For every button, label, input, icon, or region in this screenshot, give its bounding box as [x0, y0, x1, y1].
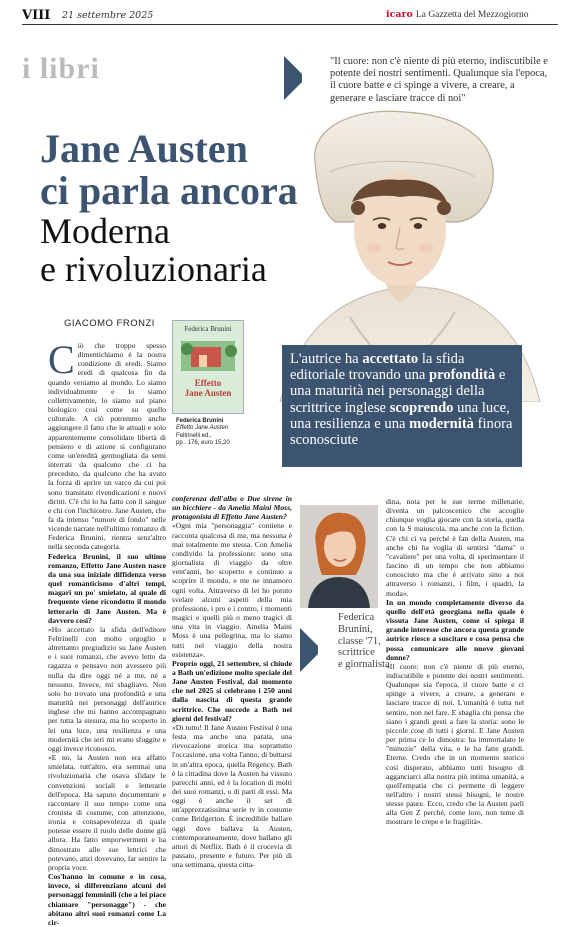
- pullquote-text: [290, 351, 520, 448]
- top-quote: "Il cuore: non c'è niente di più eterno, indiscutibile e potente dei nostri sentimenti. Qualunque sia l'epoca, il cuore batte e ci spinge a vivere, a creare, a generare e lasciare tracce di noi": [330, 56, 548, 104]
- byline: GIACOMO FRONZI: [64, 318, 155, 329]
- pullquote-highlight: modernità: [409, 415, 474, 432]
- answer-paragraph: «E no, la Austen non era affatto smielata, tutt'altro, era semmai una rivoluzionaria che osava sfidare le convenzioni sociali e letterarie dell'epoca. Ha saputo documentare e raccontare il suo tempo come una cronista di costume, con attenzione, ironia e consapevolezza di quale potesse essere il ruolo delle donne già allora. Ha fatto emporwerment e ha dimostrato alle sue lettrici che potevano, anzi dovevano, far sentire la propria voce.: [48, 753, 166, 872]
- drop-cap: C: [48, 337, 75, 382]
- photo-caption-role-1: scrittrice: [338, 647, 375, 659]
- subheadline-line-1: Moderna: [40, 211, 170, 251]
- answer-paragraph: «Di tutto! Il Jane Austen Festival è una festa ma anche una parata, una rievocazione storica ma soprattutto l'occasione, una volta l'anno, di buttarsi in un'altra epoca, quella Regency. Bath è la cittadina dove la Austen ha vissuto parecchi anni, ed è la location di molti dei suoi romanzi, o di parti di essi. Ma oggi è anche il set di un'apprezzatissima serie tv in costume come Bridgerton. È incredibile ballare oggi dove ballava la Austen, contemporaneamente, dove ballano gli attori di Netflix. Bath è il crocevia di passato, presente e futuro. Per più di una settimana, questa citta-: [172, 722, 292, 870]
- question-4: In un mondo completamente diverso da quello dell'età georgiana nella quale è vissuta Jane Austen, come si spiega il grande interesse che ancora questa grande autrice riesce a suscitare e cosa pensa che possa comunicare alle nuove giovani donne?: [386, 597, 524, 662]
- article-column-3: [386, 497, 524, 827]
- answer-paragraph: «Il cuore: non c'è niente di più eterno, indiscutibile e potente dei nostri sentimenti. Qualunque sia l'epoca, il cuore batte e ci spinge a vivere, a creare, a generare e lasciare tracce di noi. L'umanità è tutta nel sentire, non nel fare. E sbaglia chi pensa che siano i grandi gesti a fare la storia: sono le piccole cose di tutti i giorni. E Jane Austen per prima ce lo dimostra: ha immortalato le "minuzie" della vita, e le ha fatte grandi. Eterne. Credo che in un momento storico così disperato, abbiamo tutti bisogno di agganciarci alla nostra più intima umanità, a quell'empatia che ci permette di leggere nell'altro i nostri stessi bisogni, le nostre stesse paure. Ecco, credo che la Austen parli alla Gen Z perché, come loro, non teme di mostrare le crepe e le fragilità».: [386, 661, 524, 827]
- photo-caption-name: Federica: [338, 612, 375, 623]
- brand-name: icaro: [386, 9, 413, 20]
- newspaper-name: La Gazzetta del Mezzogiorno: [415, 10, 529, 20]
- answer-paragraph: «Ogni mia "personaggia" contiene e racconta qualcosa di me, ma nessuna è mai totalmente me stessa. Con Amelia condivido la professione: sono una giornalista di viaggio da oltre vent'anni, ho scoperto e continuo a scoprire il mondo, e me ne innamoro ogni volta. Attraverso di lei ho potuto svelare alcuni aspetti della mia professione, i pro e i contro, i momenti magici e quelli più o meno tragici di una vita in viaggio. Amelia Maini Moss è una pellegrina, ma lo siamo tutti nel viaggio della nostra esistenza».: [172, 521, 292, 659]
- header-rule: [22, 24, 558, 25]
- photo-caption-surname: Brunini,: [338, 623, 373, 635]
- book-cover-title-line-1: Effetto: [194, 378, 222, 388]
- section-title: i libri: [22, 52, 100, 85]
- pullquote-part: finora sconosciute: [290, 415, 513, 449]
- author-photo: [300, 505, 378, 608]
- book-caption-title: Effetto Jane Austen: [176, 425, 229, 432]
- book-caption-details: pp . 176, euro 15,20: [176, 440, 230, 447]
- book-caption-author: Federica Brunini: [176, 418, 224, 424]
- chevron-right-icon: [302, 66, 314, 90]
- book-caption-publisher: Feltrinelli ed.,: [176, 432, 212, 439]
- pullquote-highlight: accettato: [362, 351, 419, 367]
- book-cover: [172, 320, 244, 414]
- intro-paragraph: iò che troppo spesso dimentichiamo è la nostra condizione di eredi. Siamo eredi di qualcosa fin da quando veniamo al mondo. Lo siamo individualmente e lo siamo collettivamente, lo siamo sul piano biologico così come su quello culturale. A ciò potremmo anche aggiungere il fatto che le attuali e solo apparentemente consolidate libertà di pensiero e di azione si configurano come un'eredità germogliata da semi interrati da qualcuno che ci ha preceduto, da qualcuno che ha avuto la forza di aprire un varco da cui poi sono transitate rivendicazioni e nuovi diritti. C'è chi lo ha fatto con il sangue e chi con l'inchiostro. Jane Austen, che fa da intenso "rumore di fondo" nelle vicende narrate nell'ultimo romanzo di Federica Brunini, rientra senz'altro nella seconda categoria.: [48, 341, 166, 552]
- book-cover-title: [173, 378, 243, 398]
- book-cover-illustration: [173, 335, 243, 375]
- book-cover-title-line-2: Jane Austen: [184, 388, 232, 398]
- photo-caption: [338, 612, 390, 671]
- pullquote-highlight: scoprendo: [389, 399, 454, 416]
- photo-caption-role-2: e giornalista: [338, 659, 390, 671]
- question-1: Federica Brunini, il suo ultimo romanzo, Effetto Jane Austen nasce da una sua iniziale diffidenza verso quel romanticismo d'altri tempi, magari un po' smielato, al quale di frequente viene ricondotto il mondo letterario di Jane Austen. Ma è davvero così?: [48, 551, 166, 625]
- question-continued: conferenza dell'alba o Due sirene in un bicchiere - da Amelia Maini Moss, protagonista di Effetto Jane Austen?: [172, 494, 292, 522]
- masthead: [386, 9, 529, 20]
- article-column-2: [172, 494, 292, 869]
- answer-paragraph: «Ho accettato la sfida dell'editore Feltrinelli con molto orgoglio e altrettanto pregiudizio su Jane Austen e i suoi romanzi, che avevo letto da ragazza e pensavo non avessero più nulla da dire oggi né a me, né a nessuno. Invece, mi sbagliavo. Non solo ho trovato una profondità e una maturità nei personaggi dell'autrice inglese che mi hanno accompagnato per tutta la stesura, ma ho scoperto in lei una luce, una resilienza e una modernità che ieri mi erano sfuggite e oggi invece riconosco.: [48, 624, 166, 753]
- pullquote-part: la sfida editoriale trovando una: [290, 351, 465, 384]
- headline-line-1: Jane Austen: [40, 126, 248, 171]
- pullquote-highlight: profondità: [429, 367, 496, 384]
- question-2: Cos'hanno in comune e in cosa, invece, si differenziano alcuni dei personaggi femminili (che a lei piace chiamare "personagge") - che abitano altri suoi romanzi come La cir-: [48, 872, 166, 927]
- issue-date: 21 settembre 2025: [62, 10, 154, 21]
- photo-caption-year: classe '71,: [338, 635, 381, 647]
- article-column-1: [48, 337, 166, 927]
- book-cover-author: Federica Brunini: [184, 325, 232, 333]
- pullquote-part: L'autrice ha: [290, 351, 363, 367]
- chevron-right-icon: [318, 638, 330, 662]
- headline-line-2: ci parla ancora: [40, 168, 298, 213]
- question-3: Proprio oggi, 21 settembre, si chiude a Bath un'edizione molto speciale del Jane Austen Festival, dal momento che nel 2025 si celebrano i 250 anni dalla nascita di questa grande scrittrice. Che succede a Bath nei giorni del festival?: [172, 658, 292, 723]
- subheadline: [40, 212, 267, 288]
- book-caption: [176, 418, 230, 448]
- subheadline-line-2: e rivoluzionaria: [40, 249, 267, 289]
- answer-paragraph: dina, nota per le sue terme millenarie, diventa un palcoscenico che accoglie chiunque voglia giocare con la storia, quella con la S maiuscola, ma anche con la fiction. C'è chi ci va perché è fan della Austen, ma anche chi ha voglia di sentirsi "dama" o "cavaliere" per una volta, di sperimentare il fascino di un tempo che non abbiamo conosciuto ma che è arrivato sino a noi attraverso i romanzi, i film, i quadri, la moda».: [386, 497, 524, 598]
- headline: [40, 128, 298, 212]
- pullquote-part: e una maturità nei personaggi della scrittrice inglese: [290, 367, 506, 416]
- page-number: VIII: [22, 8, 51, 23]
- pullquote-part: una luce, una resilienza e una: [290, 399, 510, 432]
